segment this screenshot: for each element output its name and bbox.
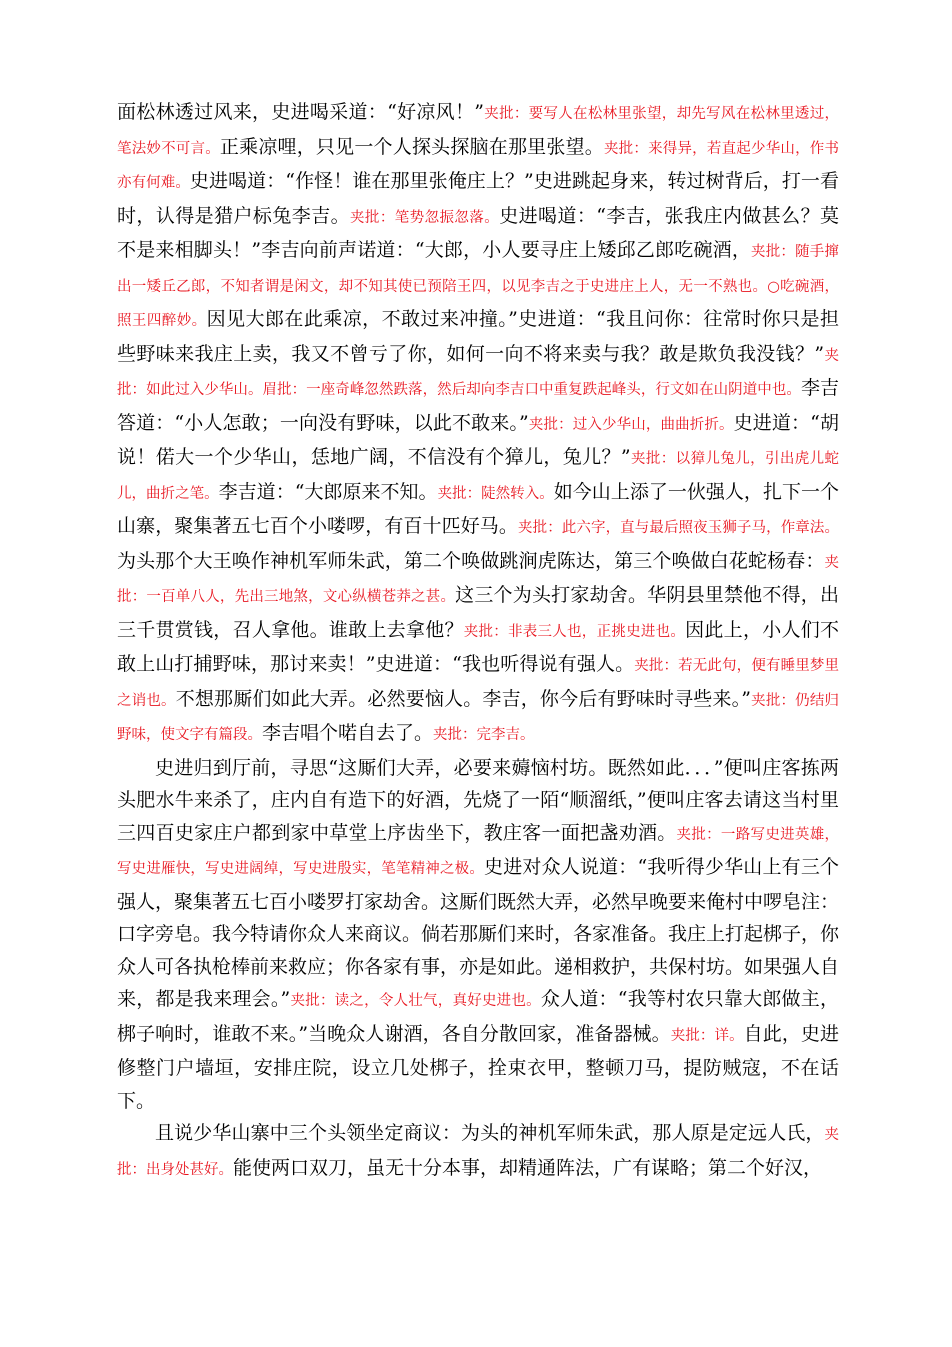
main-text: 如今山上添了一伙强人，扎下一个山寨，聚集著五七百个小喽啰，有百十匹好马。: [117, 480, 840, 537]
commentary-annotation: 夹批：以獐儿兔儿，引出虎儿蛇儿，曲折之笔。: [117, 451, 840, 502]
body-paragraph: [117, 752, 839, 1118]
commentary-annotation: 夹批：一路写史进英雄，写史进雁快，写史进阔绰，写史进殷实，笔笔精神之极。: [117, 826, 839, 877]
commentary-annotation: 夹批：一百单八人，先出三地煞，文心纵横苍莽之甚。: [117, 554, 839, 605]
main-text: 面松林透过风来，史进喝采道：“好凉风！”: [117, 101, 484, 123]
commentary-annotation: 夹批：要写人在松林里张望，却先写风在松林里透过，笔法妙不可言。: [117, 106, 839, 157]
commentary-annotation: 夹批：读之，令人壮气，真好史进也。: [290, 993, 541, 1009]
commentary-annotation: 夹批：笔势忽振忽落。: [350, 209, 500, 226]
commentary-annotation: 夹批：完李吉。: [433, 727, 535, 743]
commentary-annotation: 夹批：随手撺出一矮丘乙郎，不知者谓是闲文，却不知其使已预陪王四，以见李吉之于史进庄上人，无一不熟也。○吃碗酒，照王四醉妙。: [117, 244, 840, 329]
commentary-annotation: 夹批：仍结归野味，使文字有篇段。: [117, 692, 840, 743]
commentary-annotation: 夹批：非表三人也，正挑史进也。: [463, 623, 686, 640]
main-text: 不想那厮们如此大弄。必然要恼人。李吉，你今后有野味时寻些来。”: [175, 687, 751, 710]
main-text: 且说少华山寨中三个头领坐定商议：为头的神机军师朱武，那人原是定远人氏，: [155, 1122, 825, 1144]
main-text: 能使两口双刀，虽无十分本事，却精通阵法，广有谋略；第二个好汉，: [233, 1156, 823, 1179]
main-text: 李吉唱个喏自去了。: [262, 722, 434, 744]
main-text: 这三个为头打家劫舍。华阴县里禁他不得，出三千贯赏钱，召人拿他。谁敢上去拿他？: [117, 584, 839, 641]
main-text: 史进对众人说道：“我听得少华山上有三个强人，聚集著五七百小喽罗打家劫舍。这厮们既然大弄，必然早晚要来俺村中啰皂注：口字旁皂。我今特请你众人来商议。倘若那厮们来时，各家准备。我庄上打起梆子，你众人可各执枪棒前来救应；你各家有事，亦是如此。递相救护，共保村坊。如果强人自来，都是我来理会。”: [117, 856, 840, 1010]
main-text: 李吉道：“大郎原来不知。: [218, 480, 438, 503]
body-paragraph: [117, 1117, 839, 1186]
commentary-annotation: 夹批：过入少华山，曲曲折折。: [528, 416, 734, 433]
main-text: 史进道：“胡说！偌大一个少华山，恁地广阔，不信没有个獐儿，兔儿？”: [117, 411, 840, 468]
commentary-annotation: 夹批：来得异，若直起少华山，作书亦有何难。: [117, 140, 839, 191]
main-text: 自此，史进修整门户墙垣，安排庄院，设立几处梆子，拴束衣甲，整顿刀马，提防贼寇，不在话下。: [117, 1022, 839, 1112]
main-text: 因此上，小人们不敢上山打捕野味，那讨来卖！”史进道：“我也听得说有强人。: [117, 618, 839, 675]
body-paragraph: [117, 96, 839, 752]
main-text: 众人道：“我等村农只靠大郎做主，梆子响时，谁敢不来。”当晚众人谢酒，各自分散回家，准备器械。: [117, 988, 840, 1045]
commentary-annotation: 夹批：陡然转入。: [437, 485, 554, 502]
main-text: 史进喝道：“李吉，张我庄内做甚么？莫不是来相脚头！”李吉向前声诺道：“大郎，小人要寻庄上矮邱乙郎吃碗酒，: [117, 204, 839, 261]
commentary-annotation: 夹批：详。: [670, 1027, 744, 1044]
main-text: 史进喝道：“作怪！谁在那里张俺庄上？”史进跳起身来，转过树背后，打一看时，认得是猎户标兔李吉。: [117, 170, 840, 227]
main-text: 李吉答道：“小人怎敢；一向没有野味，以此不敢来。”: [117, 377, 839, 434]
document-page: [117, 96, 839, 1186]
main-text: 正乘凉哩，只见一个人探头探脑在那里张望。: [219, 135, 604, 158]
main-text: 史进归到厅前，寻思“这厮们大弄，必要来薅恼村坊。既然如此．．．”便叫庄客拣两头肥水牛来杀了，庄内自有造下的好酒，先烧了一陌“顺溜纸，”便叫庄客去请这当村里三四百史家庄户都到家中草堂上序齿坐下，教庄客一面把盏劝酒。: [117, 756, 839, 844]
main-text: 因见大郎在此乘凉，不敢过来冲撞。”史进道：“我且问你：往常时你只是担些野味来我庄上卖，我又不曾亏了你，如何一向不将来卖与我？敢是欺负我没钱？”: [117, 308, 839, 365]
commentary-annotation: 夹批：如此过入少华山。眉批：一座奇峰忽然跌落，然后却向李吉口中重复跌起峰头，行文如在山阴道中也。: [117, 347, 839, 398]
commentary-annotation: 夹批：若无此句，便有睡里梦里之诮也。: [117, 658, 839, 709]
commentary-annotation: 夹批：此六字，直与最后照夜玉狮子马，作章法。: [518, 520, 839, 536]
main-text: 为头那个大王唤作神机军师朱武，第二个唤做跳涧虎陈达，第三个唤做白花蛇杨春：: [117, 549, 825, 572]
commentary-annotation: 夹批：出身处甚好。: [117, 1127, 839, 1178]
